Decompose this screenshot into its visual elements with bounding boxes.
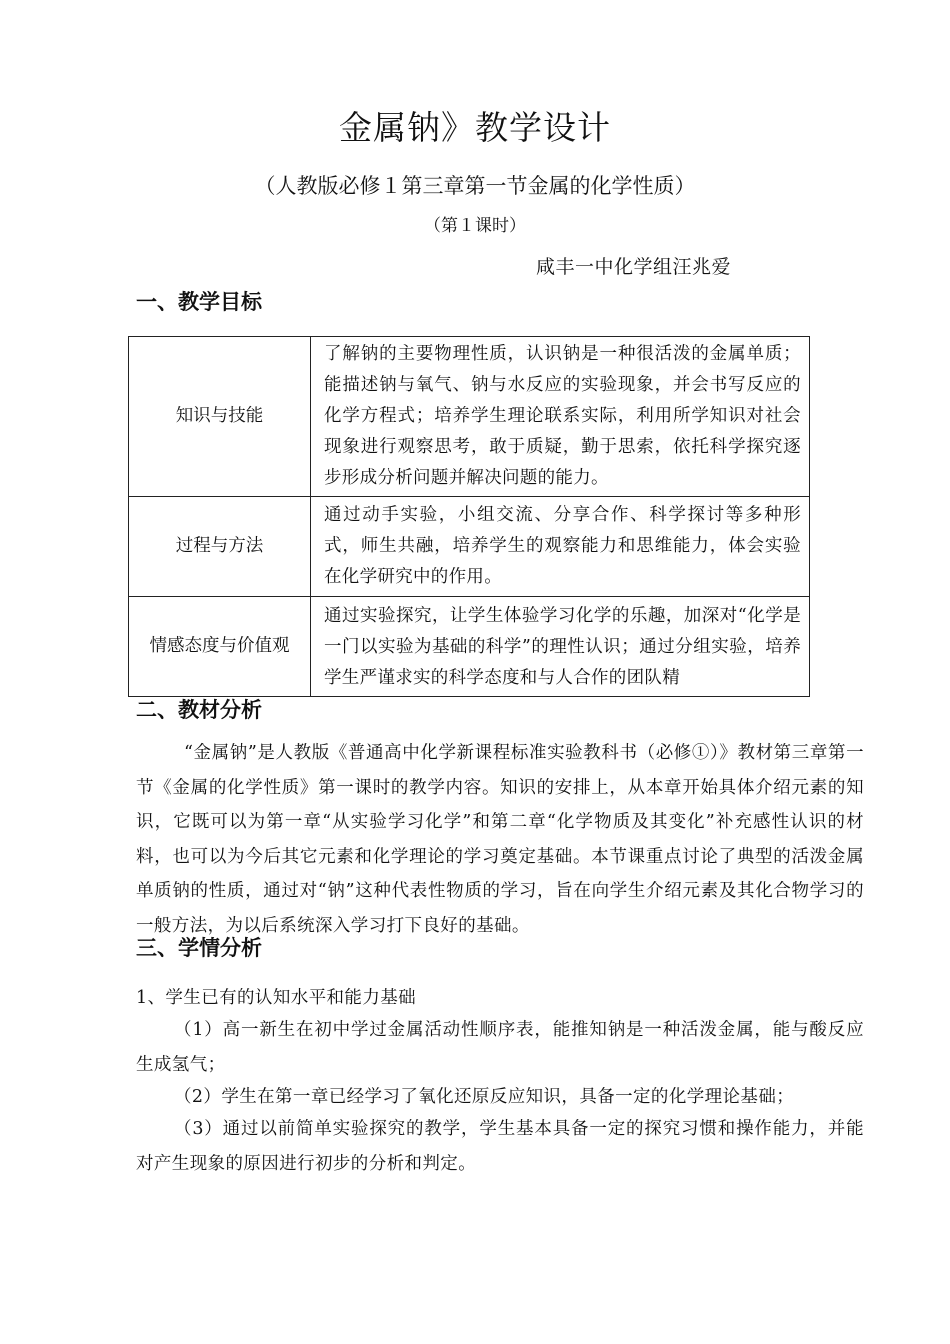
section-heading-analysis: 二、教材分析 [136,698,262,722]
goal-label: 知识与技能 [129,337,311,497]
lesson-number: （第１课时） [424,216,526,236]
section-heading-students: 三、学情分析 [136,936,262,960]
analysis-paragraph: “金属钠”是人教版《普通高中化学新课程标准实验教科书（必修①）》教材第三章第一节《金属的化学性质》第一课时的教学内容。知识的安排上，从本章开始具体介绍元素的知识，它既可以为第一章“从实验学习化学”和第二章“化学物质及其变化”补充感性认识的材料，也可以为今后其它元素和化学理论的学习奠定基础。本节课重点讨论了典型的活泼金属单质钠的性质，通过对“钠”这种代表性物质的学习，旨在向学生介绍元素及其化合物学习的一般方法，为以后系统深入学习打下良好的基础。 [136,743,864,936]
author-line: 咸丰一中化学组汪兆爱 [536,256,732,278]
students-item-c: （3）通过以前简单实验探究的教学，学生基本具备一定的探究习惯和操作能力，并能对产生现象的原因进行初步的分析和判定。 [136,1119,864,1174]
table-row [129,497,810,597]
goal-content-cell [311,597,810,697]
section-heading-goals: 一、教学目标 [136,290,262,314]
goal-label: 过程与方法 [129,497,311,597]
goal-label: 情感态度与价值观 [129,597,311,697]
students-item-b: （2）学生在第一章已经学习了氧化还原反应知识，具备一定的化学理论基础； [174,1087,795,1107]
table-row [129,337,810,497]
document-title: 金属钠》教学设计 [339,108,611,147]
goal-content: 通过动手实验，小组交流、分享合作、科学探讨等多种形式，师生共融，培养学生的观察能力和思维能力，体会实验在化学研究中的作用。 [311,497,810,597]
goals-table [128,336,810,697]
goal-content: 通过实验探究，让学生体验学习化学的乐趣，加深对“化学是一门以实验为基础的科学”的理性认识；通过分组实验，培养学生严谨求实的科学态度和与人合作的团队精 [324,605,801,688]
goal-content: 了解钠的主要物理性质，认识钠是一种很活泼的金属单质；能描述钠与氧气、钠与水反应的实验现象，并会书写反应的化学方程式；培养学生理论联系实际，利用所学知识对社会现象进行观察思考，敢于质疑，勤于思索，依托科学探究逐步形成分析问题并解决问题的能力。 [311,337,810,497]
document-subtitle: （人教版必修１第三章第一节金属的化学性质） [254,174,696,198]
table-row [129,597,810,697]
students-item-title: 1、学生已有的认知水平和能力基础 [136,988,417,1008]
students-item-a: （1）高一新生在初中学过金属活动性顺序表，能推知钠是一种活泼金属，能与酸反应生成氢气； [136,1020,864,1075]
